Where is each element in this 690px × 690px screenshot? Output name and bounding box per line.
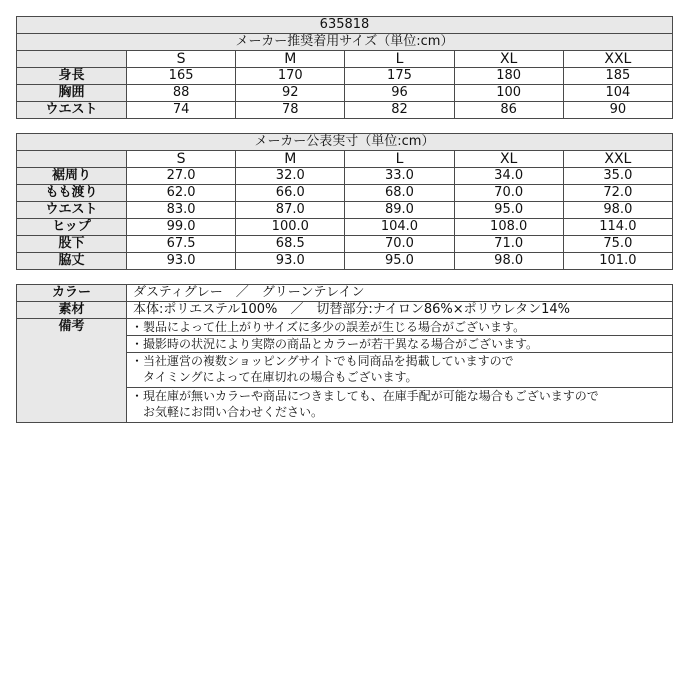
row-label: ヒップ bbox=[17, 219, 127, 236]
table-cell: 95.0 bbox=[454, 202, 563, 219]
actual-title: メーカー公表実寸（単位:cm） bbox=[17, 134, 673, 151]
size-header: L bbox=[345, 51, 454, 68]
row-label: 脇丈 bbox=[17, 253, 127, 270]
table-cell: 32.0 bbox=[236, 168, 345, 185]
table-cell: 89.0 bbox=[345, 202, 454, 219]
table-cell: 71.0 bbox=[454, 236, 563, 253]
note-item bbox=[127, 336, 673, 353]
size-header: S bbox=[127, 151, 236, 168]
note-line: ・製品によって仕上がりサイズに多少の誤差が生じる場合がございます。 bbox=[131, 320, 526, 334]
table-cell: 96 bbox=[345, 85, 454, 102]
color-label: カラー bbox=[17, 285, 127, 302]
table-cell: 100 bbox=[454, 85, 563, 102]
table-cell: 99.0 bbox=[127, 219, 236, 236]
table-cell: 35.0 bbox=[563, 168, 672, 185]
table-cell: 70.0 bbox=[345, 236, 454, 253]
corner-cell bbox=[17, 51, 127, 68]
table-row bbox=[17, 219, 673, 236]
table-row bbox=[17, 253, 673, 270]
table-cell: 180 bbox=[454, 68, 563, 85]
table-cell: 114.0 bbox=[563, 219, 672, 236]
table-cell: 175 bbox=[345, 68, 454, 85]
table-cell: 95.0 bbox=[345, 253, 454, 270]
table-row bbox=[17, 202, 673, 219]
table-cell: 170 bbox=[236, 68, 345, 85]
row-label: 身長 bbox=[17, 68, 127, 85]
table-cell: 68.5 bbox=[236, 236, 345, 253]
table-cell: 104.0 bbox=[345, 219, 454, 236]
material-label: 素材 bbox=[17, 302, 127, 319]
material-row bbox=[17, 302, 673, 319]
row-label: もも渡り bbox=[17, 185, 127, 202]
table-cell: 98.0 bbox=[563, 202, 672, 219]
notes-label: 備考 bbox=[17, 319, 127, 423]
note-item bbox=[127, 388, 673, 423]
table-cell: 68.0 bbox=[345, 185, 454, 202]
note-item bbox=[127, 353, 673, 388]
recommended-size-table bbox=[16, 16, 673, 119]
size-header: S bbox=[127, 51, 236, 68]
table-cell: 185 bbox=[563, 68, 672, 85]
table-cell: 78 bbox=[236, 102, 345, 119]
size-header: XXL bbox=[563, 51, 672, 68]
size-header: XL bbox=[454, 51, 563, 68]
table-cell: 33.0 bbox=[345, 168, 454, 185]
note-line: お気軽にお問い合わせください。 bbox=[131, 405, 324, 419]
table-cell: 83.0 bbox=[127, 202, 236, 219]
row-label: 胸囲 bbox=[17, 85, 127, 102]
table-row bbox=[17, 85, 673, 102]
table-cell: 82 bbox=[345, 102, 454, 119]
actual-size-header-row bbox=[17, 151, 673, 168]
corner-cell bbox=[17, 151, 127, 168]
table-cell: 72.0 bbox=[563, 185, 672, 202]
table-cell: 87.0 bbox=[236, 202, 345, 219]
size-header: L bbox=[345, 151, 454, 168]
size-header: M bbox=[236, 51, 345, 68]
row-label: ウエスト bbox=[17, 102, 127, 119]
table-cell: 98.0 bbox=[454, 253, 563, 270]
table-cell: 67.5 bbox=[127, 236, 236, 253]
table-cell: 34.0 bbox=[454, 168, 563, 185]
note-line: タイミングによって在庫切れの場合もございます。 bbox=[131, 370, 418, 384]
color-value: ダスティグレー ／ グリーンテレイン bbox=[127, 285, 673, 302]
table-row bbox=[17, 68, 673, 85]
table-cell: 75.0 bbox=[563, 236, 672, 253]
size-header: M bbox=[236, 151, 345, 168]
table-cell: 104 bbox=[563, 85, 672, 102]
table-cell: 66.0 bbox=[236, 185, 345, 202]
table-cell: 74 bbox=[127, 102, 236, 119]
table-cell: 27.0 bbox=[127, 168, 236, 185]
table-row bbox=[17, 236, 673, 253]
table-cell: 108.0 bbox=[454, 219, 563, 236]
table-cell: 62.0 bbox=[127, 185, 236, 202]
note-line: ・当社運営の複数ショッピングサイトでも同商品を掲載していますので bbox=[131, 354, 514, 368]
table-cell: 92 bbox=[236, 85, 345, 102]
recommended-title: メーカー推奨着用サイズ（単位:cm） bbox=[17, 34, 673, 51]
table-cell: 93.0 bbox=[236, 253, 345, 270]
table-cell: 88 bbox=[127, 85, 236, 102]
size-header: XXL bbox=[563, 151, 672, 168]
table-row bbox=[17, 168, 673, 185]
table-row bbox=[17, 102, 673, 119]
row-label: 股下 bbox=[17, 236, 127, 253]
table-cell: 70.0 bbox=[454, 185, 563, 202]
size-header: XL bbox=[454, 151, 563, 168]
note-line: ・撮影時の状況により実際の商品とカラーが若干異なる場合がございます。 bbox=[131, 337, 539, 351]
color-row bbox=[17, 285, 673, 302]
table-cell: 93.0 bbox=[127, 253, 236, 270]
notes-row bbox=[17, 319, 673, 336]
material-value: 本体:ポリエステル100% ／ 切替部分:ナイロン86%×ポリウレタン14% bbox=[127, 302, 673, 319]
row-label: 裾周り bbox=[17, 168, 127, 185]
table-cell: 86 bbox=[454, 102, 563, 119]
recommended-size-header-row bbox=[17, 51, 673, 68]
row-label: ウエスト bbox=[17, 202, 127, 219]
note-item bbox=[127, 319, 673, 336]
product-info-table bbox=[16, 284, 673, 423]
table-cell: 165 bbox=[127, 68, 236, 85]
note-line: ・現在庫が無いカラーや商品につきましても、在庫手配が可能な場合もございますので bbox=[131, 389, 599, 403]
table-cell: 90 bbox=[563, 102, 672, 119]
table-row bbox=[17, 185, 673, 202]
actual-size-table bbox=[16, 133, 673, 270]
product-code: 635818 bbox=[17, 17, 673, 34]
table-cell: 101.0 bbox=[563, 253, 672, 270]
table-cell: 100.0 bbox=[236, 219, 345, 236]
